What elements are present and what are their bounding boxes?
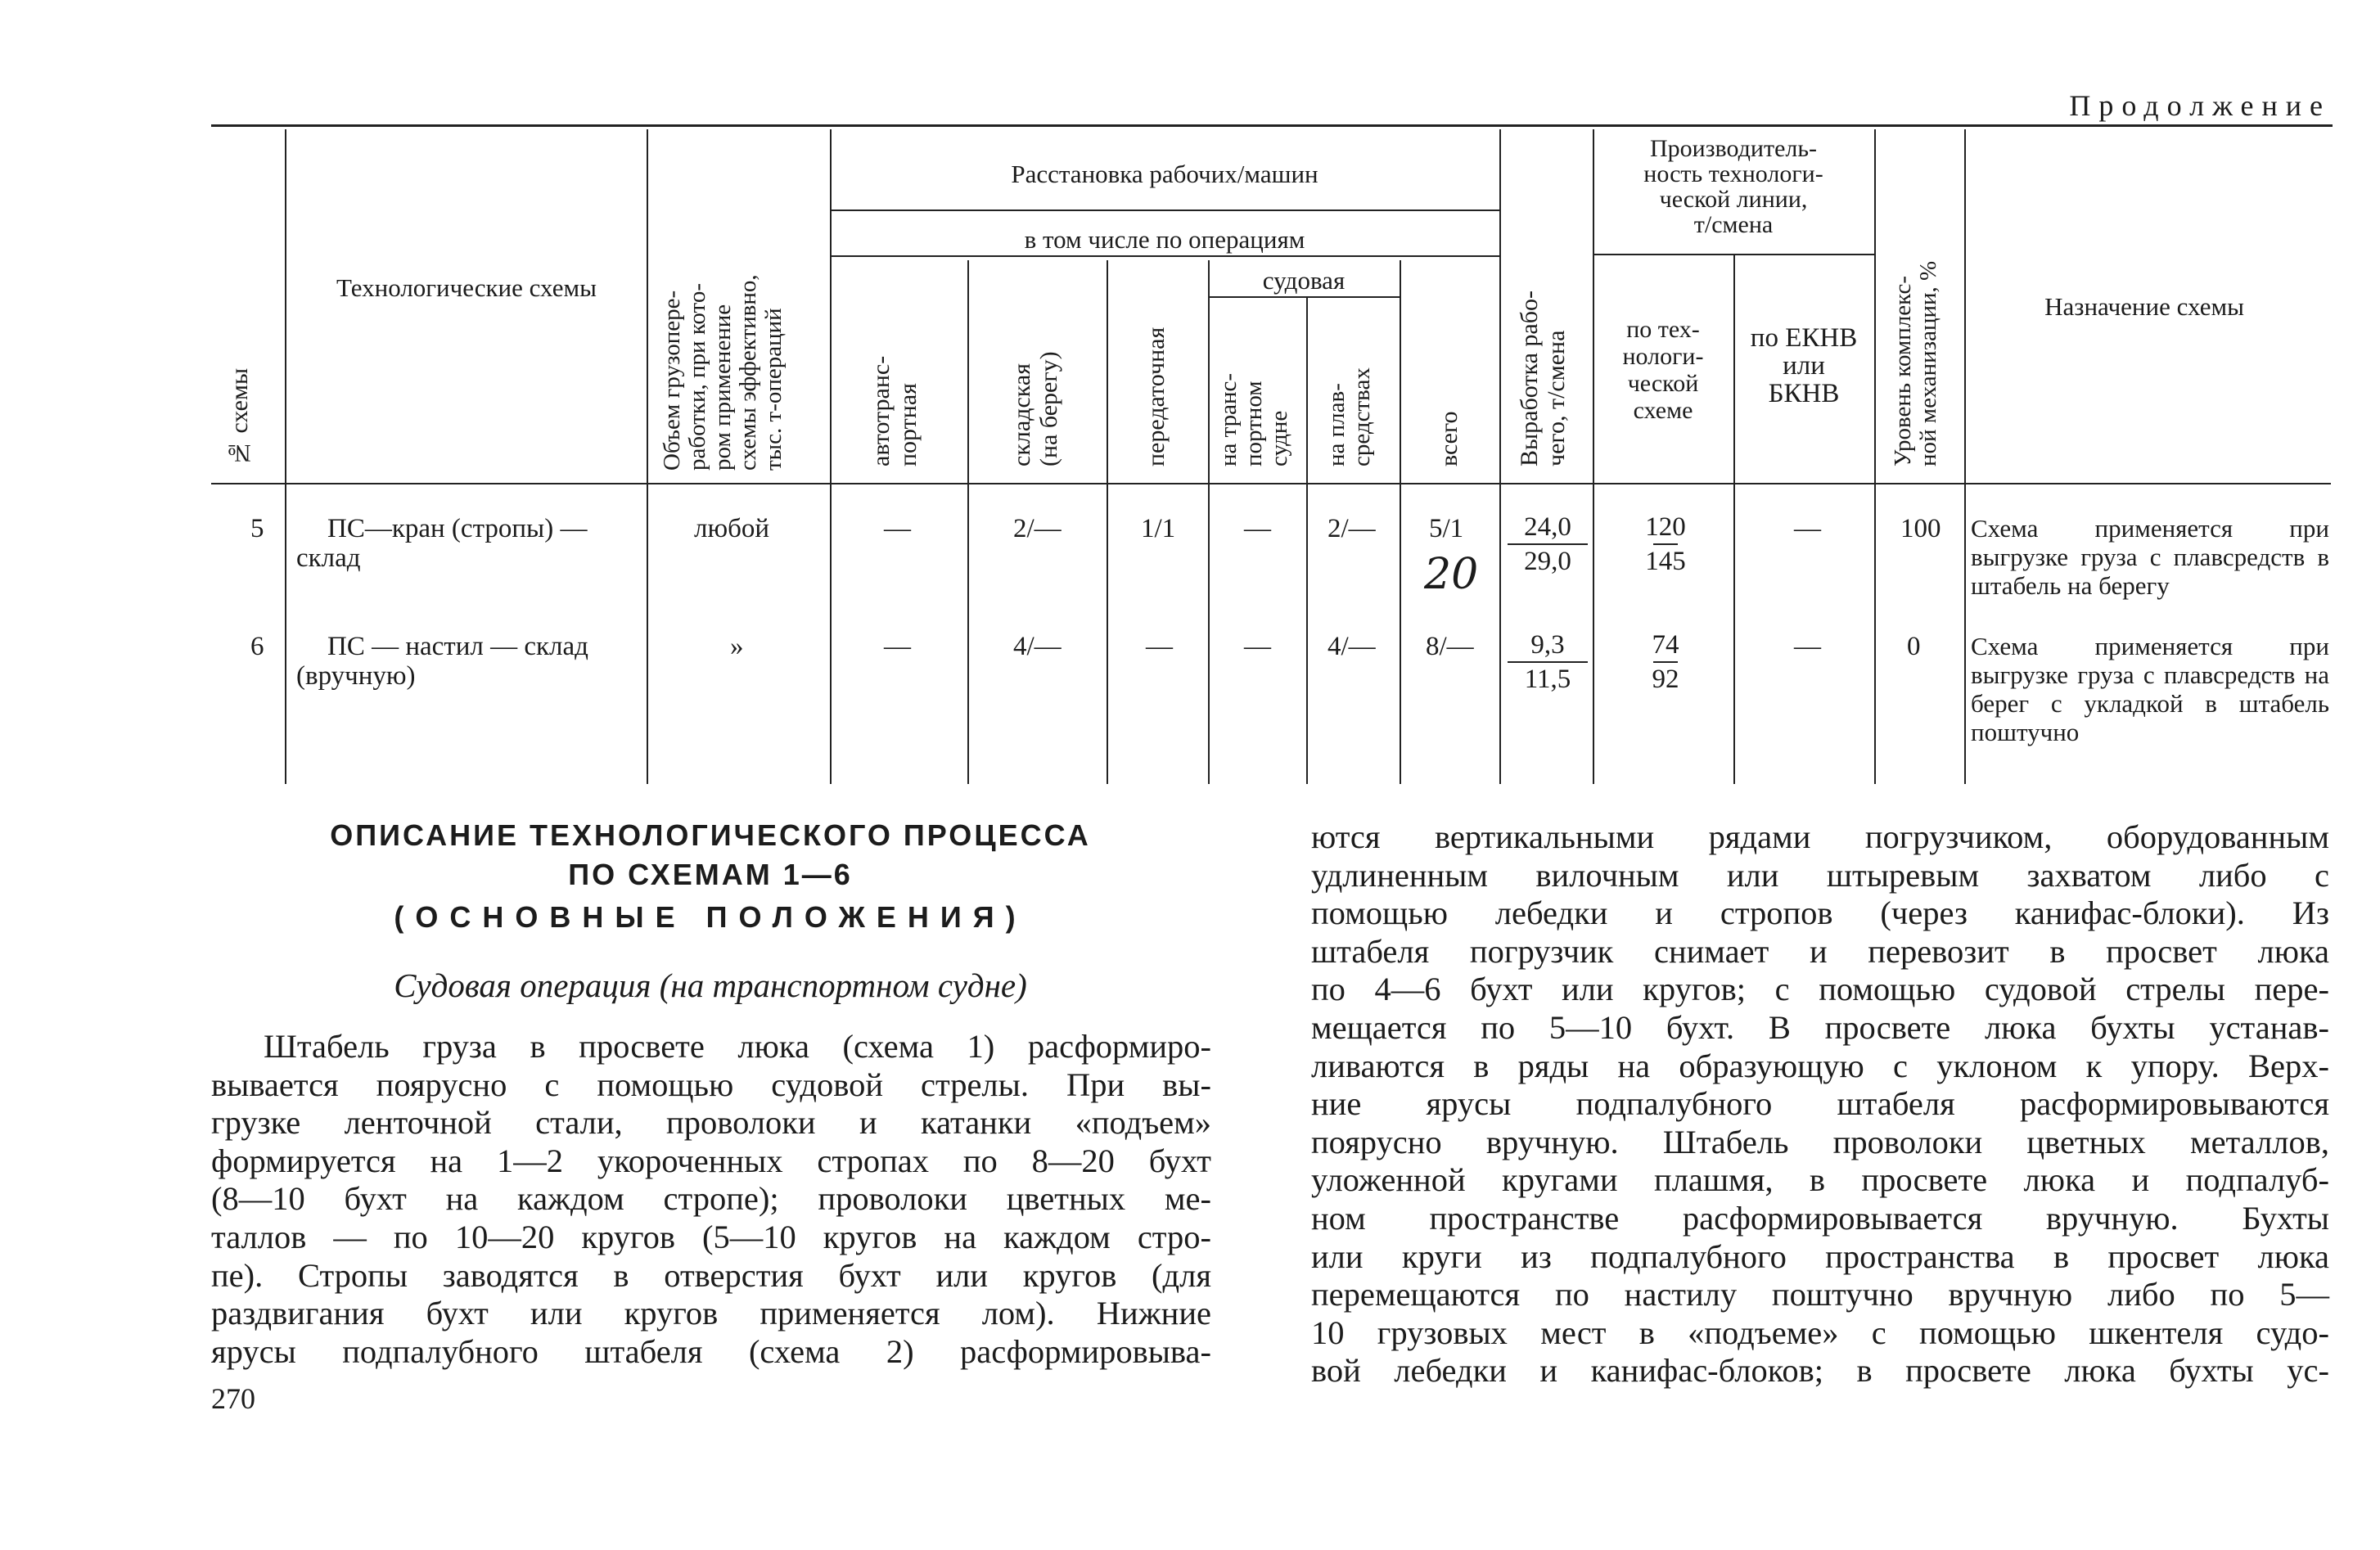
text-line: помощью лебедки и стропов (через канифас-блоки). Из [1311, 894, 2329, 932]
header-transfer: передаточная [1143, 327, 1170, 466]
header-auto: автотранс- портная [868, 355, 922, 466]
header-mechanization: Уровень комплекс- ной механизации, % [1890, 260, 1941, 466]
cell-total: 8/— [1426, 632, 1474, 661]
section-title-line1: ОПИСАНИЕ ТЕХНОЛОГИЧЕСКОГО ПРОЦЕССА [330, 818, 1091, 852]
header-on-floating: на плав- средствах [1323, 367, 1375, 466]
cell-mechanization: 0 [1907, 632, 1921, 661]
cell-auto: — [884, 632, 911, 661]
table-top-rule [211, 124, 2333, 127]
cell-purpose: Схема применяется при выгрузке груза с плавсредств в штабель на берегу [1971, 514, 2329, 600]
header-tech-schemes: Технологические схемы [336, 273, 597, 302]
header-output: Выработка рабо- чего, т/смена [1516, 291, 1570, 466]
text-line: перемещаются по настилу поштучно вручную либо по 5— [1311, 1276, 2329, 1313]
text-line: поярусно вручную. Штабель проволоки цветных металлов, [1311, 1123, 2329, 1160]
cell-transfer: 1/1 [1141, 514, 1176, 543]
cell-auto: — [884, 514, 911, 543]
handwritten-note: 20 [1424, 550, 1479, 599]
text-line: Штабель груза в просвете люка (схема 1) расформиро- [264, 1028, 1211, 1065]
text-line: ние ярусы подпалубного штабеля расформировываются [1311, 1085, 2329, 1123]
text-line: уложенной кругами плашмя, в просвете люка и подпалуб- [1311, 1161, 2329, 1199]
text-line: удлиненным вилочным или штыревым захватом либо с [1311, 856, 2329, 894]
cell-ekhv: — [1794, 632, 1821, 661]
text-line: пе). Стропы заводятся в отверстия бухт или кругов (для [211, 1256, 1211, 1294]
text-line: формируется на 1—2 укороченных стропах по 8—20 бухт [211, 1142, 1211, 1179]
text-line: ярусы подпалубного штабеля (схема 2) расформировыва- [211, 1332, 1211, 1370]
header-purpose: Назначение схемы [2044, 292, 2244, 321]
header-ship: судовая [1262, 266, 1346, 295]
text-line: вывается поярусно с помощью судовой стрелы. При вы- [211, 1066, 1211, 1103]
cell-scheme-name-cont: склад [296, 543, 361, 573]
text-line: вой лебедки и канифас-блоков; в просвете люка бухты ус- [1311, 1352, 2329, 1390]
header-by-tech-scheme: по тех- нологи- ческой схеме [1622, 316, 1704, 424]
header-by-ekhv: по ЕКНВ или БКНВ [1750, 323, 1858, 408]
cell-scheme-no: 5 [250, 514, 264, 543]
cell-ekhv: — [1794, 514, 1821, 543]
header-on-transport-ship: на транс- портном судне [1215, 372, 1292, 466]
header-placement: Расстановка рабочих/машин [1011, 160, 1318, 188]
cell-volume: » [730, 632, 744, 661]
section-title-line3: (ОСНОВНЫЕ ПОЛОЖЕНИЯ) [394, 900, 1027, 934]
text-line: или круги из подпалубного пространства в просвет люка [1311, 1237, 2329, 1275]
continuation-label: Продолжение [2069, 89, 2331, 122]
cell-warehouse: 4/— [1013, 632, 1062, 661]
text-line: (8—10 бухт на каждом стропе); проволоки цветных ме- [211, 1180, 1211, 1218]
cell-scheme-name: ПС—кран (стропы) — [327, 514, 588, 543]
text-line: ливаются в ряды на образующую с уклоном к упору. Верх- [1311, 1047, 2329, 1084]
header-warehouse: складская (на берегу) [1008, 351, 1062, 466]
text-line: раздвигания бухт или кругов применяется лом). Нижние [211, 1295, 1211, 1332]
section-title-line2: ПО СХЕМАМ 1—6 [568, 858, 853, 891]
header-scheme-no: № схемы [226, 367, 253, 466]
header-productivity: Производитель- ность технологи- ческой линии, т/смена [1643, 135, 1823, 238]
cell-mechanization: 100 [1900, 514, 1941, 543]
header-total: всего [1436, 411, 1463, 466]
cell-total: 5/1 [1429, 514, 1464, 543]
text-line: ном пространстве расформировывается вручную. Бухты [1311, 1199, 2329, 1237]
cell-productivity: 120 145 [1645, 512, 1686, 576]
cell-volume: любой [694, 514, 770, 543]
text-line: грузке ленточной стали, проволоки и катанки «подъем» [211, 1104, 1211, 1142]
cell-productivity: 74 92 [1652, 630, 1679, 694]
cell-scheme-name: ПС — настил — склад [327, 632, 588, 661]
cell-scheme-name-cont: (вручную) [296, 661, 416, 691]
cell-output: 24,0 29,0 [1503, 512, 1593, 576]
left-column-text [211, 1028, 1211, 1371]
cell-transfer: — [1146, 632, 1173, 661]
text-line: мещается по 5—10 бухт. В просвете люка бухты устанав- [1311, 1008, 2329, 1046]
text-line: ются вертикальными рядами погрузчиком, оборудованным [1311, 818, 2329, 855]
cell-on-floating: 2/— [1327, 514, 1376, 543]
cell-on-ship: — [1244, 514, 1271, 543]
page-number: 270 [211, 1382, 255, 1415]
text-line: по 4—6 бухт или кругов; с помощью судовой стрелы пере- [1311, 971, 2329, 1008]
cell-output: 9,3 11,5 [1503, 630, 1593, 694]
header-incl-ops: в том числе по операциям [1024, 225, 1305, 254]
cell-purpose: Схема применяется при выгрузке груза с плавсредств на берег с укладкой в штабель поштучно [1971, 632, 2329, 746]
cell-on-floating: 4/— [1327, 632, 1376, 661]
text-line: 10 грузовых мест в «подъеме» с помощью шкентеля судо- [1311, 1313, 2329, 1351]
cell-on-ship: — [1244, 632, 1271, 661]
right-column-text [1311, 818, 2329, 1390]
text-line: штабеля погрузчик снимает и перевозит в просвет люка [1311, 932, 2329, 970]
text-line: таллов — по 10—20 кругов (5—10 кругов на каждом стро- [211, 1218, 1211, 1255]
cell-warehouse: 2/— [1013, 514, 1062, 543]
cell-scheme-no: 6 [250, 632, 264, 661]
section-subtitle: Судовая операция (на транспортном судне) [394, 966, 1027, 1004]
header-volume: Объем грузопере- работки, при кото- ром применение схемы эффективно, тыс. т-операций [659, 274, 787, 471]
